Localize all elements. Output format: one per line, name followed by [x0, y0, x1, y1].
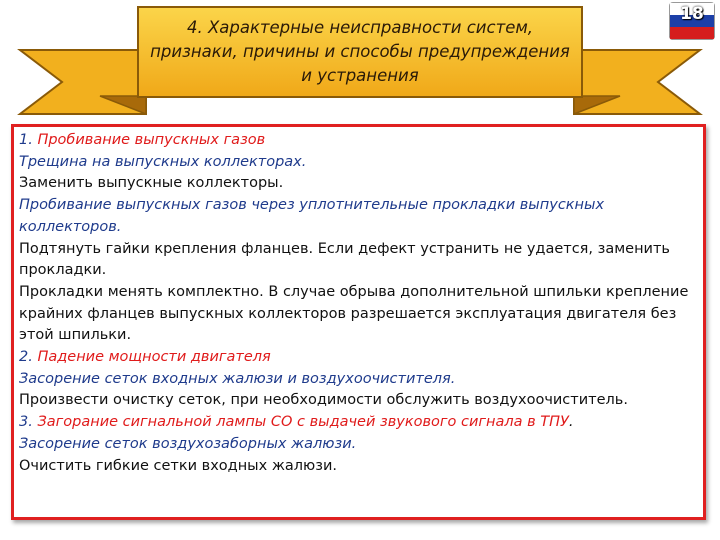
- fault-remedy: Очистить гибкие сетки входных жалюзи.: [19, 457, 337, 474]
- fault-heading-2: 2. Падение мощности двигателя: [19, 349, 271, 366]
- fault-cause: Трещина на выпускных коллекторах.: [19, 153, 307, 170]
- fault-cause: Пробивание выпускных газов через уплотнительные прокладки выпускных коллекторов.: [19, 197, 605, 235]
- fault-heading-1: 1. Пробивание выпускных газов: [19, 132, 266, 148]
- page-number: 18: [680, 4, 704, 24]
- content-text: [19, 130, 703, 477]
- slide-title: 4. Характерные неисправности систем, признаки, причины и способы предупреждения и устранения: [150, 18, 570, 85]
- fault-cause: Засорение сеток воздухозаборных жалюзи.: [19, 435, 357, 452]
- fault-remedy: Прокладки менять комплектно. В случае обрыва дополнительной шпильки крепление крайних фланцев выпускных коллекторов разрешается эксплуатация двигателя без этой шпильки.: [19, 283, 689, 344]
- fault-remedy: Подтянуть гайки крепления фланцев. Если дефект устранить не удается, заменить прокладки.: [19, 240, 670, 279]
- fault-cause: Засорение сеток входных жалюзи и воздухоочистителя.: [19, 370, 456, 387]
- fault-remedy: Заменить выпускные коллекторы.: [19, 175, 284, 192]
- fault-remedy: Произвести очистку сеток, при необходимости обслужить воздухоочиститель.: [19, 392, 628, 409]
- fault-heading-3: 3. Загорание сигнальной лампы СО с выдачей звукового сигнала в ТПУ.: [19, 414, 574, 431]
